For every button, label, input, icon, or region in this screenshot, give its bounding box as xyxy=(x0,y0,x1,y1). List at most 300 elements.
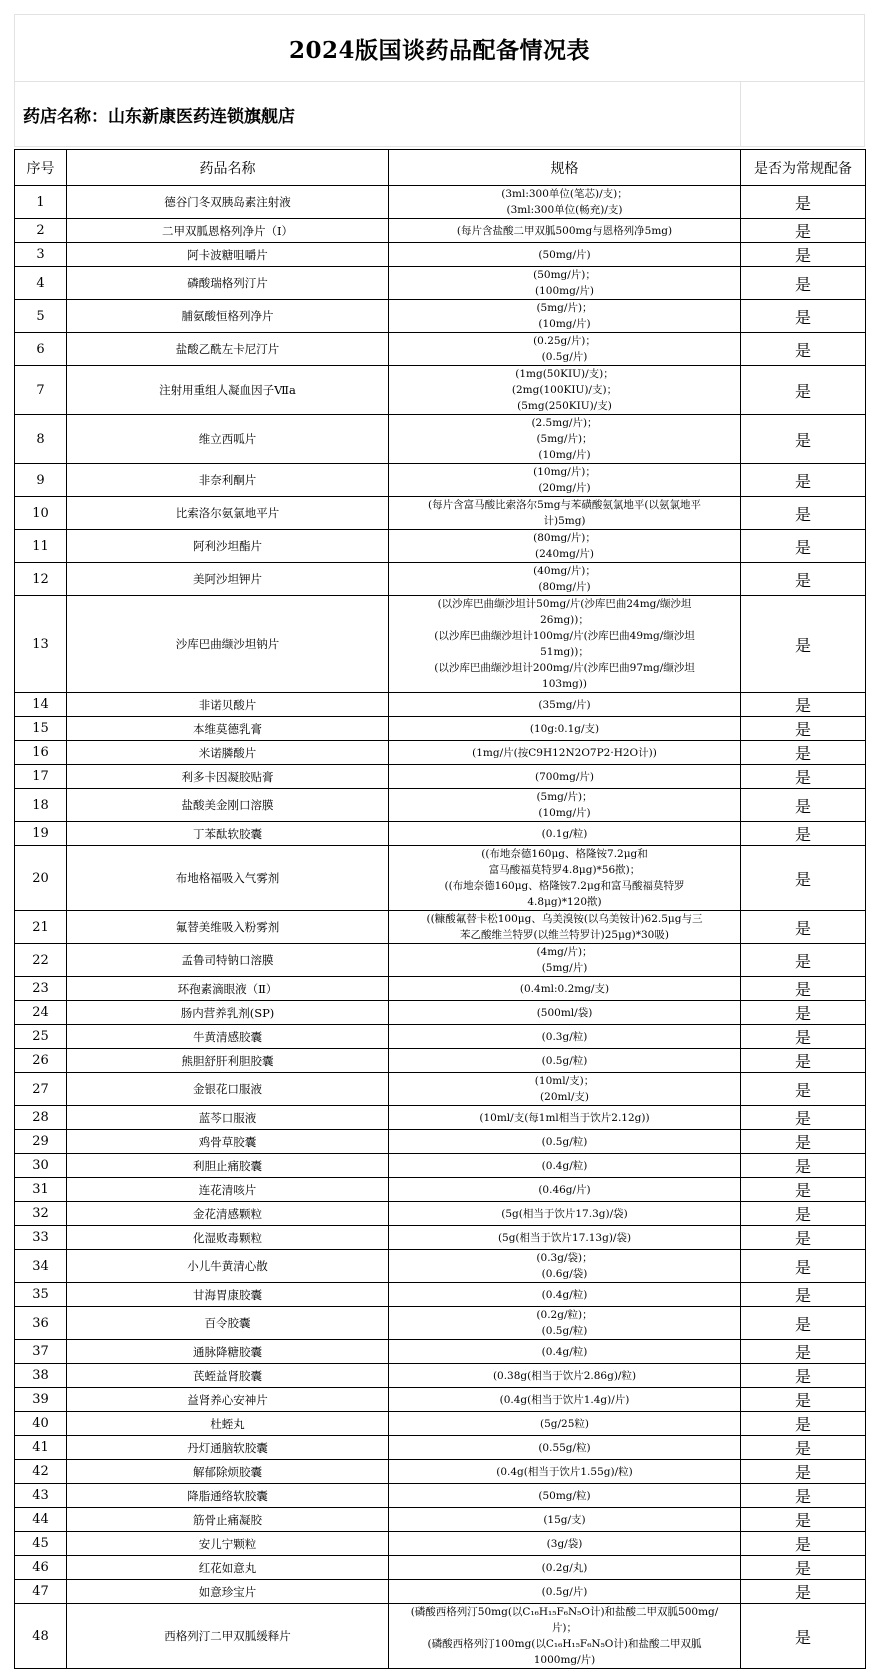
drug-spec xyxy=(389,1484,741,1508)
table-row xyxy=(15,1412,866,1436)
table-header-row xyxy=(15,150,866,186)
drug-name: 沙库巴曲缬沙坦钠片 xyxy=(67,596,389,693)
row-number: 2 xyxy=(15,219,67,243)
regular-flag: 是 xyxy=(741,822,866,846)
spec-line: (3ml:300单位(畅充)/支) xyxy=(506,204,623,216)
table-row xyxy=(15,366,866,415)
row-number: 44 xyxy=(15,1508,67,1532)
regular-flag: 是 xyxy=(741,563,866,596)
regular-flag: 是 xyxy=(741,1283,866,1307)
row-number: 40 xyxy=(15,1412,67,1436)
drug-name: 注射用重组人凝血因子Ⅶa xyxy=(67,366,389,415)
regular-flag: 是 xyxy=(741,911,866,944)
drug-name: 盐酸美金刚口溶膜 xyxy=(67,789,389,822)
table-row xyxy=(15,530,866,563)
spec-line: (50mg/粒) xyxy=(538,1489,591,1502)
drug-spec xyxy=(389,1460,741,1484)
drug-name: 非奈利酮片 xyxy=(67,464,389,497)
row-number: 28 xyxy=(15,1106,67,1130)
drug-spec xyxy=(389,1508,741,1532)
regular-flag: 是 xyxy=(741,1001,866,1025)
table-row xyxy=(15,1580,866,1604)
drug-name: 二甲双胍恩格列净片（Ⅰ） xyxy=(67,219,389,243)
spec-line: (10mg/片) xyxy=(538,449,591,461)
table-row xyxy=(15,1364,866,1388)
drug-spec xyxy=(389,415,741,464)
regular-flag: 是 xyxy=(741,693,866,717)
table-row xyxy=(15,186,866,219)
row-number: 48 xyxy=(15,1604,67,1669)
drug-spec xyxy=(389,846,741,911)
row-number: 36 xyxy=(15,1307,67,1340)
table-row xyxy=(15,1307,866,1340)
table-row xyxy=(15,977,866,1001)
header-spec: 规格 xyxy=(389,150,741,186)
drug-name: 蓝芩口服液 xyxy=(67,1106,389,1130)
row-number: 17 xyxy=(15,765,67,789)
spec-line: (5mg/片)； xyxy=(536,302,593,314)
spec-line: ((布地奈德160μg、格隆铵7.2μg和富马酸福莫特罗 xyxy=(444,880,685,892)
row-number: 22 xyxy=(15,944,67,977)
spec-line: (5g/25粒) xyxy=(540,1417,589,1430)
spec-line: 片)； xyxy=(551,1622,578,1634)
row-number: 39 xyxy=(15,1388,67,1412)
spec-line: (50mg/片)； xyxy=(533,269,596,281)
spec-line: (50mg/片) xyxy=(538,248,591,261)
spec-line: (10ml/支(每1ml相当于饮片2.12g)) xyxy=(479,1111,650,1124)
spec-line: (0.5g/粒) xyxy=(541,1325,588,1337)
table-row xyxy=(15,1202,866,1226)
table-row xyxy=(15,1049,866,1073)
drug-name: 芪蛭益肾胶囊 xyxy=(67,1364,389,1388)
spec-line: (10mg/片) xyxy=(538,318,591,330)
drug-name: 维立西呱片 xyxy=(67,415,389,464)
table-row xyxy=(15,1073,866,1106)
row-number: 19 xyxy=(15,822,67,846)
table-row xyxy=(15,1178,866,1202)
table-row xyxy=(15,333,866,366)
spec-line: (3ml:300单位(笔芯)/支)； xyxy=(501,188,628,200)
spec-line: (0.4g/粒) xyxy=(541,1288,588,1301)
drug-spec xyxy=(389,596,741,693)
spec-line: (10mg/片)； xyxy=(533,466,596,478)
regular-flag: 是 xyxy=(741,1130,866,1154)
store-name: 山东新康医药连锁旗舰店 xyxy=(108,106,295,127)
regular-flag: 是 xyxy=(741,415,866,464)
table-row xyxy=(15,911,866,944)
spec-line: (0.38g(相当于饮片2.86g)/粒) xyxy=(492,1369,637,1382)
regular-flag: 是 xyxy=(741,1154,866,1178)
regular-flag: 是 xyxy=(741,1250,866,1283)
row-number: 7 xyxy=(15,366,67,415)
table-row xyxy=(15,789,866,822)
drug-name: 美阿沙坦钾片 xyxy=(67,563,389,596)
drug-name: 通脉降糖胶囊 xyxy=(67,1340,389,1364)
drug-spec xyxy=(389,1604,741,1669)
regular-flag: 是 xyxy=(741,1364,866,1388)
drug-spec xyxy=(389,300,741,333)
drug-spec xyxy=(389,741,741,765)
table-row xyxy=(15,822,866,846)
row-number: 23 xyxy=(15,977,67,1001)
drug-name: 非诺贝酸片 xyxy=(67,693,389,717)
row-number: 29 xyxy=(15,1130,67,1154)
spec-line: (0.4g(相当于饮片1.4g)/片) xyxy=(499,1393,630,1406)
regular-flag: 是 xyxy=(741,186,866,219)
row-number: 9 xyxy=(15,464,67,497)
regular-flag: 是 xyxy=(741,1340,866,1364)
spec-line: (40mg/片)； xyxy=(533,565,596,577)
row-number: 31 xyxy=(15,1178,67,1202)
drug-spec xyxy=(389,1436,741,1460)
drug-name: 比索洛尔氨氯地平片 xyxy=(67,497,389,530)
drug-spec xyxy=(389,822,741,846)
table-row xyxy=(15,1283,866,1307)
row-number: 10 xyxy=(15,497,67,530)
drug-name: 熊胆舒肝利胆胶囊 xyxy=(67,1049,389,1073)
table-row xyxy=(15,1388,866,1412)
header-name: 药品名称 xyxy=(67,150,389,186)
drug-name: 利胆止痛胶囊 xyxy=(67,1154,389,1178)
drug-name: 降脂通络软胶囊 xyxy=(67,1484,389,1508)
drug-name: 金银花口服液 xyxy=(67,1073,389,1106)
table-row xyxy=(15,1532,866,1556)
drug-name: 小儿牛黄清心散 xyxy=(67,1250,389,1283)
regular-flag: 是 xyxy=(741,1106,866,1130)
table-row xyxy=(15,267,866,300)
drug-spec xyxy=(389,693,741,717)
spec-line: ((糠酸氟替卡松100μg、乌美溴铵(以乌美铵计)62.5μg与三 xyxy=(426,913,703,925)
header-regular: 是否为常规配备 xyxy=(741,150,866,186)
row-number: 35 xyxy=(15,1283,67,1307)
spec-line: (以沙库巴曲缬沙坦计50mg/片(沙库巴曲24mg/缬沙坦 xyxy=(437,598,692,610)
drug-spec xyxy=(389,366,741,415)
regular-flag: 是 xyxy=(741,1460,866,1484)
row-number: 46 xyxy=(15,1556,67,1580)
spec-line: ((布地奈德160μg、格隆铵7.2μg和 xyxy=(481,848,648,860)
spec-line: (0.3g/粒) xyxy=(541,1030,588,1043)
row-number: 32 xyxy=(15,1202,67,1226)
regular-flag: 是 xyxy=(741,464,866,497)
spec-line: (2mg(100KIU)/支)； xyxy=(511,384,618,396)
spec-line: (磷酸西格列汀50mg(以C₁₆H₁₅F₆N₅O计)和盐酸二甲双胍500mg/ xyxy=(410,1606,719,1618)
regular-flag: 是 xyxy=(741,1202,866,1226)
spec-line: (35mg/片) xyxy=(538,698,591,711)
row-number: 13 xyxy=(15,596,67,693)
spec-line: (10mg/片) xyxy=(538,807,591,819)
drug-spec xyxy=(389,186,741,219)
drug-spec xyxy=(389,333,741,366)
drug-name: 化湿败毒颗粒 xyxy=(67,1226,389,1250)
regular-flag: 是 xyxy=(741,977,866,1001)
row-number: 43 xyxy=(15,1484,67,1508)
regular-flag: 是 xyxy=(741,267,866,300)
table-row xyxy=(15,1001,866,1025)
spec-line: (每片含盐酸二甲双胍500mg与恩格列净5mg) xyxy=(456,224,673,237)
spreadsheet xyxy=(14,14,865,1669)
table-row xyxy=(15,1436,866,1460)
table-row xyxy=(15,1130,866,1154)
table-row xyxy=(15,1250,866,1283)
spec-line: (20ml/支) xyxy=(540,1091,589,1103)
spec-line: (0.4g/粒) xyxy=(541,1345,588,1358)
spec-line: 苯乙酸维兰特罗(以维兰特罗计)25μg)*30吸) xyxy=(460,929,669,941)
spec-line: (15g/支) xyxy=(543,1513,586,1526)
spec-line: (5mg/片)； xyxy=(536,433,593,445)
regular-flag: 是 xyxy=(741,1580,866,1604)
spec-line: (以沙库巴曲缬沙坦计100mg/片(沙库巴曲49mg/缬沙坦 xyxy=(434,630,695,642)
drug-spec xyxy=(389,1001,741,1025)
drug-name: 筋骨止痛凝胶 xyxy=(67,1508,389,1532)
drug-spec xyxy=(389,1412,741,1436)
spec-line: (700mg/片) xyxy=(535,770,594,783)
drug-spec xyxy=(389,219,741,243)
drug-spec xyxy=(389,977,741,1001)
drug-name: 杜蛭丸 xyxy=(67,1412,389,1436)
regular-flag: 是 xyxy=(741,1388,866,1412)
spec-line: (1mg/片(按C9H12N2O7P2·H2O计)) xyxy=(472,746,657,759)
drug-name: 环孢素滴眼液（Ⅱ） xyxy=(67,977,389,1001)
page-title: 2024版国谈药品配备情况表 xyxy=(14,14,865,81)
drug-spec xyxy=(389,1073,741,1106)
drug-spec xyxy=(389,1283,741,1307)
spec-line: 富马酸福莫特罗4.8μg)*56揿)； xyxy=(488,864,641,876)
table-row xyxy=(15,944,866,977)
table-row xyxy=(15,1508,866,1532)
row-number: 18 xyxy=(15,789,67,822)
spec-line: 计)5mg) xyxy=(543,515,586,527)
row-number: 21 xyxy=(15,911,67,944)
drug-name: 德谷门冬双胰岛素注射液 xyxy=(67,186,389,219)
drug-name: 丁苯酞软胶囊 xyxy=(67,822,389,846)
spec-line: (500ml/袋) xyxy=(536,1006,593,1019)
table-row xyxy=(15,693,866,717)
regular-flag: 是 xyxy=(741,1049,866,1073)
drug-table xyxy=(14,149,866,1669)
spec-line: (0.55g/粒) xyxy=(538,1441,591,1454)
regular-flag: 是 xyxy=(741,497,866,530)
regular-flag: 是 xyxy=(741,219,866,243)
drug-name: 氟替美维吸入粉雾剂 xyxy=(67,911,389,944)
table-row xyxy=(15,1226,866,1250)
row-number: 47 xyxy=(15,1580,67,1604)
drug-spec xyxy=(389,1250,741,1283)
regular-flag: 是 xyxy=(741,1556,866,1580)
regular-flag: 是 xyxy=(741,765,866,789)
spec-line: (0.2g/丸) xyxy=(541,1561,588,1574)
drug-name: 安儿宁颗粒 xyxy=(67,1532,389,1556)
spec-line: (每片含富马酸比索洛尔5mg与苯磺酸氨氯地平(以氨氯地平 xyxy=(427,499,702,511)
spec-line: 26mg))； xyxy=(540,614,589,626)
regular-flag: 是 xyxy=(741,846,866,911)
spec-line: (0.5g/片) xyxy=(541,1585,588,1598)
table-row xyxy=(15,1106,866,1130)
table-row xyxy=(15,1484,866,1508)
store-label: 药店名称： xyxy=(23,106,108,127)
spec-line: 4.8μg)*120揿) xyxy=(527,896,602,908)
drug-name: 鸡骨草胶囊 xyxy=(67,1130,389,1154)
drug-name: 阿卡波糖咀嚼片 xyxy=(67,243,389,267)
table-row xyxy=(15,415,866,464)
regular-flag: 是 xyxy=(741,300,866,333)
spec-line: (4mg/片)； xyxy=(536,946,593,958)
regular-flag: 是 xyxy=(741,1412,866,1436)
drug-name: 如意珍宝片 xyxy=(67,1580,389,1604)
spec-line: 51mg))； xyxy=(540,646,589,658)
spec-line: (5g(相当于饮片17.13g)/袋) xyxy=(497,1231,632,1244)
drug-name: 盐酸乙酰左卡尼汀片 xyxy=(67,333,389,366)
row-number: 14 xyxy=(15,693,67,717)
spec-line: (0.3g/袋)； xyxy=(536,1252,593,1264)
regular-flag: 是 xyxy=(741,717,866,741)
regular-flag: 是 xyxy=(741,1436,866,1460)
drug-spec xyxy=(389,1049,741,1073)
spec-line: (0.46g/片) xyxy=(538,1183,591,1196)
drug-spec xyxy=(389,1130,741,1154)
row-number: 26 xyxy=(15,1049,67,1073)
table-row xyxy=(15,765,866,789)
drug-spec xyxy=(389,911,741,944)
spec-line: (磷酸西格列汀100mg(以C₁₆H₁₅F₆N₅O计)和盐酸二甲双胍 xyxy=(427,1638,702,1650)
table-row xyxy=(15,219,866,243)
spec-line: (10ml/支)； xyxy=(534,1075,595,1087)
regular-flag: 是 xyxy=(741,1532,866,1556)
drug-name: 解郁除烦胶囊 xyxy=(67,1460,389,1484)
drug-name: 金花清感颗粒 xyxy=(67,1202,389,1226)
spec-line: (80mg/片) xyxy=(538,581,591,593)
row-number: 8 xyxy=(15,415,67,464)
drug-spec xyxy=(389,563,741,596)
table-row xyxy=(15,563,866,596)
row-number: 6 xyxy=(15,333,67,366)
row-number: 37 xyxy=(15,1340,67,1364)
drug-spec xyxy=(389,1364,741,1388)
drug-name: 阿利沙坦酯片 xyxy=(67,530,389,563)
store-row-divider xyxy=(740,82,741,146)
row-number: 27 xyxy=(15,1073,67,1106)
spec-line: (0.25g/片)； xyxy=(533,335,596,347)
regular-flag: 是 xyxy=(741,1178,866,1202)
drug-name: 米诺膦酸片 xyxy=(67,741,389,765)
row-number: 4 xyxy=(15,267,67,300)
drug-spec xyxy=(389,1226,741,1250)
row-number: 20 xyxy=(15,846,67,911)
drug-name: 布地格福吸入气雾剂 xyxy=(67,846,389,911)
drug-name: 连花清咳片 xyxy=(67,1178,389,1202)
spec-line: (5g(相当于饮片17.3g)/袋) xyxy=(501,1207,628,1220)
drug-spec xyxy=(389,1025,741,1049)
drug-spec xyxy=(389,497,741,530)
row-number: 5 xyxy=(15,300,67,333)
spec-line: (240mg/片) xyxy=(535,548,594,560)
row-number: 25 xyxy=(15,1025,67,1049)
spec-line: (0.4g(相当于饮片1.55g)/粒) xyxy=(496,1465,633,1478)
row-number: 24 xyxy=(15,1001,67,1025)
spec-line: (80mg/片)； xyxy=(533,532,596,544)
row-number: 33 xyxy=(15,1226,67,1250)
drug-spec xyxy=(389,464,741,497)
drug-name: 孟鲁司特钠口溶膜 xyxy=(67,944,389,977)
table-row xyxy=(15,497,866,530)
regular-flag: 是 xyxy=(741,333,866,366)
drug-spec xyxy=(389,1178,741,1202)
drug-name: 丹灯通脑软胶囊 xyxy=(67,1436,389,1460)
drug-spec xyxy=(389,717,741,741)
drug-spec xyxy=(389,765,741,789)
spec-line: 1000mg/片) xyxy=(533,1654,596,1666)
row-number: 45 xyxy=(15,1532,67,1556)
spec-line: (2.5mg/片)； xyxy=(531,417,598,429)
drug-spec xyxy=(389,243,741,267)
store-info xyxy=(14,81,865,147)
regular-flag: 是 xyxy=(741,1484,866,1508)
row-number: 1 xyxy=(15,186,67,219)
spec-line: (5mg(250KIU)/支) xyxy=(517,400,612,412)
header-no: 序号 xyxy=(15,150,67,186)
drug-spec xyxy=(389,1388,741,1412)
spec-line: (1mg(50KIU)/支)； xyxy=(515,368,614,380)
table-row xyxy=(15,741,866,765)
spec-line: (以沙库巴曲缬沙坦计200mg/片(沙库巴曲97mg/缬沙坦 xyxy=(434,662,695,674)
regular-flag: 是 xyxy=(741,1508,866,1532)
spec-line: (0.1g/粒) xyxy=(541,827,588,840)
table-row xyxy=(15,243,866,267)
regular-flag: 是 xyxy=(741,789,866,822)
drug-spec xyxy=(389,944,741,977)
table-row xyxy=(15,846,866,911)
row-number: 3 xyxy=(15,243,67,267)
drug-spec xyxy=(389,1106,741,1130)
spec-line: (0.6g/袋) xyxy=(541,1268,588,1280)
regular-flag: 是 xyxy=(741,530,866,563)
drug-name: 牛黄清感胶囊 xyxy=(67,1025,389,1049)
spec-line: (5mg/片) xyxy=(541,962,588,974)
table-row xyxy=(15,1340,866,1364)
drug-name: 百令胶囊 xyxy=(67,1307,389,1340)
drug-name: 益肾养心安神片 xyxy=(67,1388,389,1412)
drug-spec xyxy=(389,1532,741,1556)
spec-line: (20mg/片) xyxy=(538,482,591,494)
regular-flag: 是 xyxy=(741,366,866,415)
table-row xyxy=(15,300,866,333)
spec-line: (0.4ml:0.2mg/支) xyxy=(519,982,610,995)
drug-name: 利多卡因凝胶贴膏 xyxy=(67,765,389,789)
spec-line: 103mg)) xyxy=(542,678,587,690)
spec-line: (0.2g/粒)； xyxy=(536,1309,593,1321)
drug-name: 肠内营养乳剂(SP) xyxy=(67,1001,389,1025)
regular-flag: 是 xyxy=(741,1025,866,1049)
drug-name: 西格列汀二甲双胍缓释片 xyxy=(67,1604,389,1669)
drug-name: 本维莫德乳膏 xyxy=(67,717,389,741)
table-row xyxy=(15,1604,866,1669)
regular-flag: 是 xyxy=(741,1226,866,1250)
row-number: 16 xyxy=(15,741,67,765)
row-number: 34 xyxy=(15,1250,67,1283)
spec-line: (5mg/片)； xyxy=(536,791,593,803)
row-number: 38 xyxy=(15,1364,67,1388)
row-number: 30 xyxy=(15,1154,67,1178)
drug-spec xyxy=(389,1154,741,1178)
regular-flag: 是 xyxy=(741,1307,866,1340)
drug-spec xyxy=(389,1580,741,1604)
table-row xyxy=(15,1556,866,1580)
drug-name: 磷酸瑞格列汀片 xyxy=(67,267,389,300)
regular-flag: 是 xyxy=(741,1073,866,1106)
spec-line: (0.5g/粒) xyxy=(541,1054,588,1067)
table-row xyxy=(15,1025,866,1049)
spec-line: (100mg/片) xyxy=(535,285,594,297)
regular-flag: 是 xyxy=(741,741,866,765)
